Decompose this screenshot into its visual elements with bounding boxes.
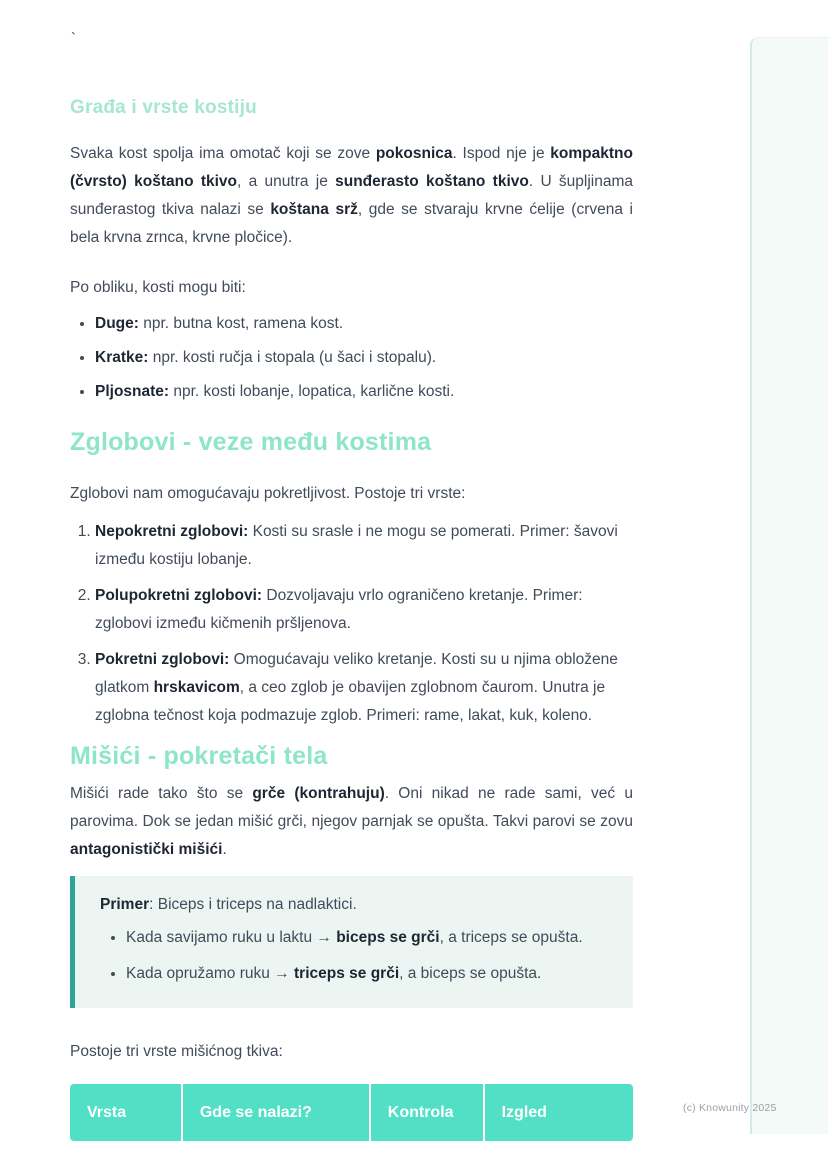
list-item-movable-joints: 3. Pokretni zglobovi: Omogućavaju veliko kretanje. Kosti su u njima obložene glatkom hrskavicom, a ceo zglob je obavijen zglobnom čaurom. Unutra je zglobna tečnost koja podmazuje zglob. Primeri: rame, lakat, kuk, koleno. bbox=[95, 646, 633, 730]
list-item-immovable-joints: 1. Nepokretni zglobovi: Kosti su srasle i ne mogu se pomerati. Primer: šavovi između kostiju lobanje. bbox=[95, 518, 633, 574]
table-header-cell-control: Kontrola bbox=[371, 1084, 483, 1141]
table-header-cell-appearance: Izgled bbox=[485, 1084, 633, 1141]
callout-bullet-list bbox=[100, 924, 609, 988]
list-item-semimovable-joints: 2. Polupokretni zglobovi: Dozvoljavaju vrlo ograničeno kretanje. Primer: zglobovi između kičmenih pršljenova. bbox=[95, 582, 633, 638]
bone-shapes-list bbox=[70, 310, 633, 406]
joint-types-list bbox=[70, 518, 633, 730]
section-heading-muscles: Mišići - pokretači tela bbox=[70, 742, 328, 770]
next-page-edge bbox=[750, 37, 828, 1134]
stray-backtick-mark: ` bbox=[71, 30, 76, 47]
bone-shapes-intro: Po obliku, kosti mogu biti: bbox=[70, 279, 246, 296]
section-heading-bones: Građa i vrste kostiju bbox=[70, 97, 257, 118]
list-item-long-bones: • Duge: npr. butna kost, ramena kost. bbox=[95, 310, 633, 338]
table-header-cell-type: Vrsta bbox=[70, 1084, 181, 1141]
callout-item-flex: • Kada savijamo ruku u laktu → biceps se grči, a triceps se opušta. bbox=[126, 924, 609, 952]
document-content bbox=[70, 0, 633, 1141]
list-item-short-bones: • Kratke: npr. kosti ručja i stopala (u šaci i stopalu). bbox=[95, 344, 633, 372]
joints-intro-paragraph: Zglobovi nam omogućavaju pokretljivost. Postoje tri vrste: bbox=[70, 485, 466, 502]
callout-item-extend: • Kada opružamo ruku → triceps se grči, a biceps se opušta. bbox=[126, 960, 609, 988]
bones-intro-paragraph: Svaka kost spolja ima omotač koji se zove pokosnica. Ispod nje je kompaktno (čvrsto) koštano tkivo, a unutra je sunđerasto koštano tkivo. U šupljinama sunđerastog tkiva nalazi se koštana srž, gde se stvaraju krvne ćelije (crvena i bela krvna zrnca, krvne pločice). bbox=[70, 145, 634, 246]
muscle-tissue-table-header bbox=[70, 1084, 633, 1141]
example-callout bbox=[70, 876, 633, 1008]
muscle-tissue-intro: Postoje tri vrste mišićnog tkiva: bbox=[70, 1043, 283, 1060]
callout-title: Primer: Biceps i triceps na nadlaktici. bbox=[100, 896, 357, 913]
list-item-flat-bones: • Pljosnate: npr. kosti lobanje, lopatica, karlične kosti. bbox=[95, 378, 633, 406]
watermark: (c) Knowunity 2025 bbox=[683, 1102, 777, 1114]
table-header-cell-location: Gde se nalazi? bbox=[183, 1084, 369, 1141]
muscles-intro-paragraph: Mišići rade tako što se grče (kontrahuju). Oni nikad ne rade sami, već u parovima. Dok se jedan mišić grči, njegov parnjak se opušta. Takvi parovi se zovu antagonistički mišići. bbox=[70, 785, 633, 858]
section-heading-joints: Zglobovi - veze među kostima bbox=[70, 428, 432, 456]
